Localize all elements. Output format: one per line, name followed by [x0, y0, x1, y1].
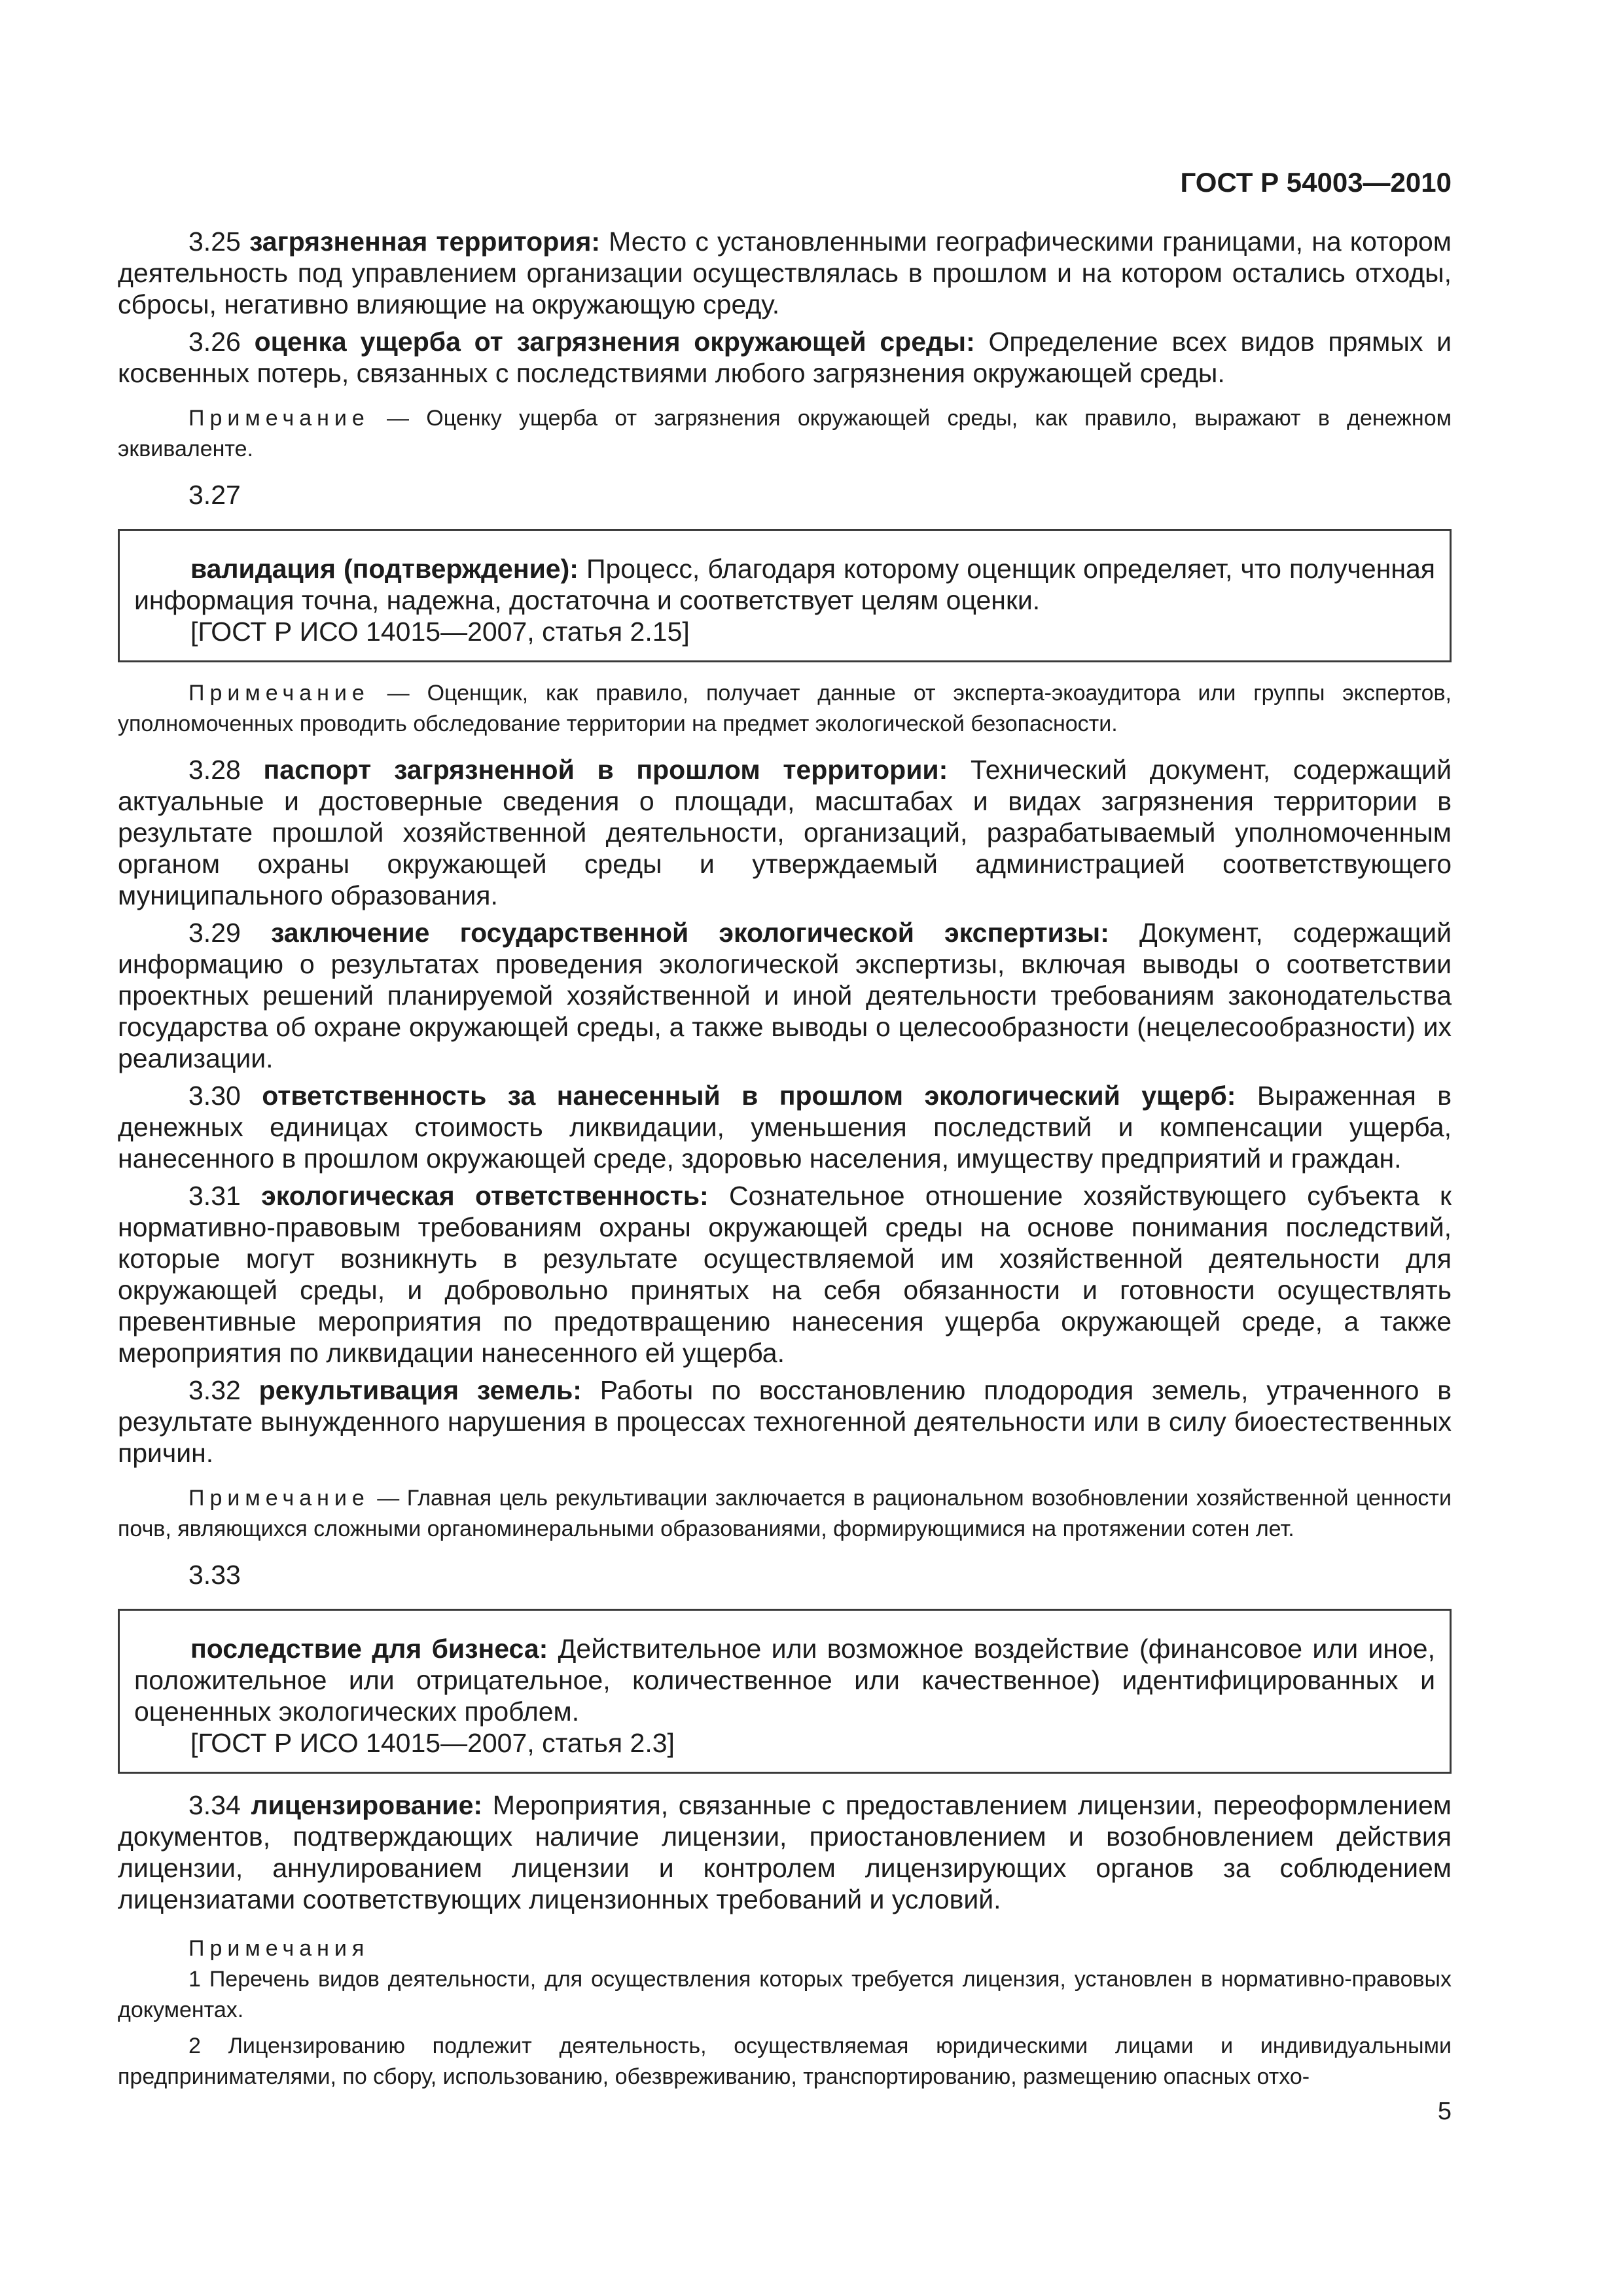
- term-number: 3.31: [188, 1181, 241, 1211]
- term-number: 3.28: [188, 755, 241, 785]
- term-number: 3.29: [188, 918, 241, 948]
- note-text: — Оценщик, как правило, получает данные от эксперта-экоаудитора или группы экспертов, уполномоченных проводить обследование территории на предмет экологической безопасности.: [118, 681, 1452, 736]
- term-reference: [ГОСТ Р ИСО 14015—2007, статья 2.3]: [190, 1728, 675, 1758]
- term-3-32: [118, 1374, 1452, 1469]
- term-number-3-27: 3.27: [188, 480, 241, 510]
- term-number-3-33: 3.33: [188, 1560, 241, 1590]
- term-3-30: [118, 1080, 1452, 1174]
- term-definition: Технический документ, содержащий актуальные и достоверные сведения о площади, масштабах и видах загрязнения территории в результате прошлой хозяйственной деятельности, организаций, разрабатываемый уполномоченным органом охраны окружающей среды и утверждаемый администрацией соответствующего муниципального образования.: [118, 755, 1452, 910]
- term-title: лицензирование:: [251, 1790, 483, 1820]
- note-3-27: [118, 678, 1452, 740]
- note-3-26: [118, 403, 1452, 465]
- term-3-26: [118, 326, 1452, 389]
- term-number: 3.30: [188, 1081, 241, 1111]
- note-item-2: 2 Лицензированию подлежит деятельность, осуществляемая юридическими лицами и индивидуальными предпринимателями, по сбору, использованию, обезвреживанию, транспортированию, размещению опасных отхо-: [118, 2034, 1452, 2089]
- note-3-32: [118, 1483, 1452, 1545]
- note-item-1: 1 Перечень видов деятельности, для осуществления которых требуется лицензия, установлен в нормативно-правовых документах.: [118, 1967, 1452, 2022]
- term-3-25: [118, 226, 1452, 320]
- term-3-29: [118, 917, 1452, 1074]
- term-definition: Мероприятия, связанные с предоставлением лицензии, переоформлением документов, подтверждающих наличие лицензии, приостановлением и возобновлением действия лицензии, аннулированием лицензии и контролем лицензирующих органов за соблюдением лицензиатами соответствующих лицензионных требований и условий.: [118, 1790, 1452, 1914]
- term-title: оценка ущерба от загрязнения окружающей среды:: [254, 327, 975, 357]
- term-3-27: [134, 553, 1435, 616]
- term-title: загрязненная территория:: [249, 226, 601, 257]
- document-header: [118, 154, 1452, 211]
- term-reference: [ГОСТ Р ИСО 14015—2007, статья 2.15]: [190, 617, 690, 647]
- note-label: Примечание: [188, 1486, 370, 1511]
- term-definition: Процесс, благодаря которому оценщик определяет, что полученная информация точна, надежна, достаточна и соответствует целям оценки.: [134, 554, 1435, 615]
- term-title: заключение государственной экологической экспертизы:: [270, 918, 1109, 948]
- term-definition: Работы по восстановлению плодородия земель, утраченного в результате вынужденного нарушения в процессах техногенной деятельности или в силу биоестественных причин.: [118, 1375, 1452, 1468]
- standard-id: ГОСТ Р 54003—2010: [1180, 167, 1452, 198]
- term-definition: Выраженная в денежных единицах стоимость ликвидации, уменьшения последствий и компенсации ущерба, нанесенного в прошлом окружающей среде, здоровью населения, имуществу предприятий и граждан.: [118, 1081, 1452, 1174]
- term-title: валидация (подтверждение):: [190, 554, 579, 584]
- term-3-34: [118, 1789, 1452, 1915]
- term-definition: Место с установленными географическими границами, на котором деятельность под управлением организации осуществлялась в прошлом и на котором остались отходы, сбросы, негативно влияющие на окружающую среду.: [118, 226, 1452, 319]
- note-label: Примечание: [188, 681, 370, 706]
- term-3-27-box: [118, 529, 1452, 662]
- term-number: 3.32: [188, 1375, 241, 1405]
- term-3-28: [118, 754, 1452, 911]
- note-text: — Главная цель рекультивации заключается в рациональном возобновлении хозяйственной ценности почв, являющихся сложными органоминеральными образованиями, формирующимися на протяжении сотен лет.: [118, 1486, 1452, 1541]
- page-number: 5: [1437, 2098, 1452, 2125]
- term-title: рекультивация земель:: [259, 1375, 582, 1405]
- notes-heading: Примечания: [188, 1936, 370, 1961]
- term-number: 3.34: [188, 1790, 241, 1820]
- term-3-33-box: [118, 1609, 1452, 1774]
- term-title: паспорт загрязненной в прошлом территории:: [263, 755, 948, 785]
- term-number: 3.25: [188, 226, 241, 257]
- term-title: экологическая ответственность:: [261, 1181, 709, 1211]
- note-label: Примечание: [188, 406, 370, 431]
- term-definition: Документ, содержащий информацию о результатах проведения экологической экспертизы, включая выводы о соответствии проектных решений планируемой хозяйственной и иной деятельности требованиям законодательства государства об охране окружающей среды, а также выводы о целесообразности (нецелесообразности) их реализации.: [118, 918, 1452, 1073]
- term-definition: Действительное или возможное воздействие (финансовое или иное, положительное или отрицательное, количественное или качественное) идентифицированных и оцененных экологических проблем.: [134, 1634, 1435, 1727]
- term-definition: Сознательное отношение хозяйствующего субъекта к нормативно-правовым требованиям охраны окружающей среды на основе понимания последствий, которые могут возникнуть в результате осуществляемой им хозяйственной деятельности для окружающей среды, и добровольно принятых на себя обязанности и готовности осуществлять превентивные мероприятия по предотвращению нанесения ущерба окружающей среде, а также мероприятия по ликвидации нанесенного ей ущерба.: [118, 1181, 1452, 1368]
- term-title: последствие для бизнеса:: [190, 1634, 548, 1664]
- term-number: 3.26: [188, 327, 241, 357]
- term-3-33: [134, 1633, 1435, 1727]
- term-definition: Определение всех видов прямых и косвенных потерь, связанных с последствиями любого загрязнения окружающей среды.: [118, 327, 1452, 388]
- note-text: — Оценку ущерба от загрязнения окружающей среды, как правило, выражают в денежном эквиваленте.: [118, 406, 1452, 461]
- term-3-31: [118, 1180, 1452, 1369]
- term-title: ответственность за нанесенный в прошлом экологический ущерб:: [262, 1081, 1236, 1111]
